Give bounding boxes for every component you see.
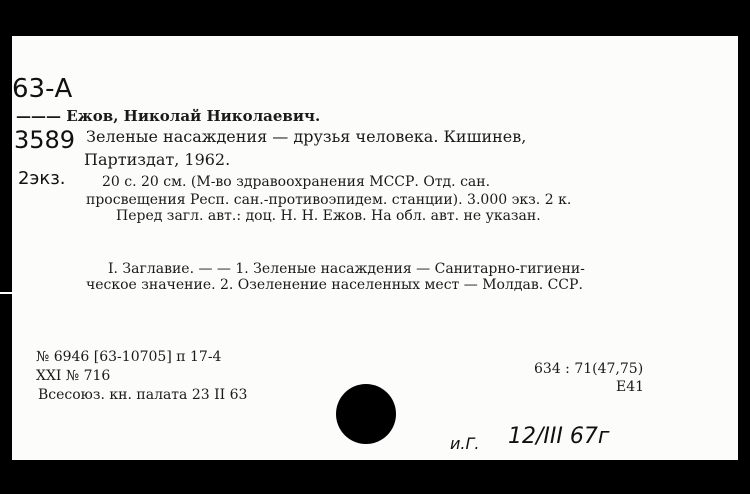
handwritten-initials: и.Г.: [450, 434, 480, 453]
title-statement: Зеленые насаждения — друзья человека. Кишинев,: [86, 127, 527, 146]
punch-hole: [336, 384, 396, 444]
classification-number: 634 : 71(47,75): [534, 361, 644, 377]
scan-edge-mark: [0, 292, 14, 294]
series-number: XXI № 716: [36, 368, 111, 384]
collation-statement-continued: просвещения Респ. сан.-противоэпидем. станции). 3.000 экз. 2 к.: [86, 192, 572, 208]
book-chamber-imprint: Всесоюз. кн. палата 23 II 63: [38, 387, 248, 403]
cutter-number: Е41: [616, 379, 645, 395]
tracings-line-2: ческое значение. 2. Озеленение населенных мест — Молдав. ССР.: [86, 277, 583, 293]
publisher-statement: Партиздат, 1962.: [84, 150, 231, 169]
author-note: Перед загл. авт.: доц. Н. Н. Ежов. На обл. авт. не указан.: [116, 208, 541, 224]
handwritten-accession-number: 3589: [14, 126, 76, 154]
author-heading: ——— Ежов, Николай Николаевич.: [16, 107, 321, 125]
handwritten-copies: 2экз.: [18, 168, 66, 189]
order-number: № 6946 [63-10705] п 17-4: [36, 349, 222, 365]
collation-statement: 20 с. 20 см. (М-во здравоохранения МССР. Отд. сан.: [102, 174, 491, 190]
handwritten-call-number: 63-А: [12, 74, 73, 104]
handwritten-date-note: 12/III 67г: [508, 424, 610, 449]
tracings-line-1: I. Заглавие. — — 1. Зеленые насаждения — Санитарно-гигиени-: [108, 261, 585, 277]
